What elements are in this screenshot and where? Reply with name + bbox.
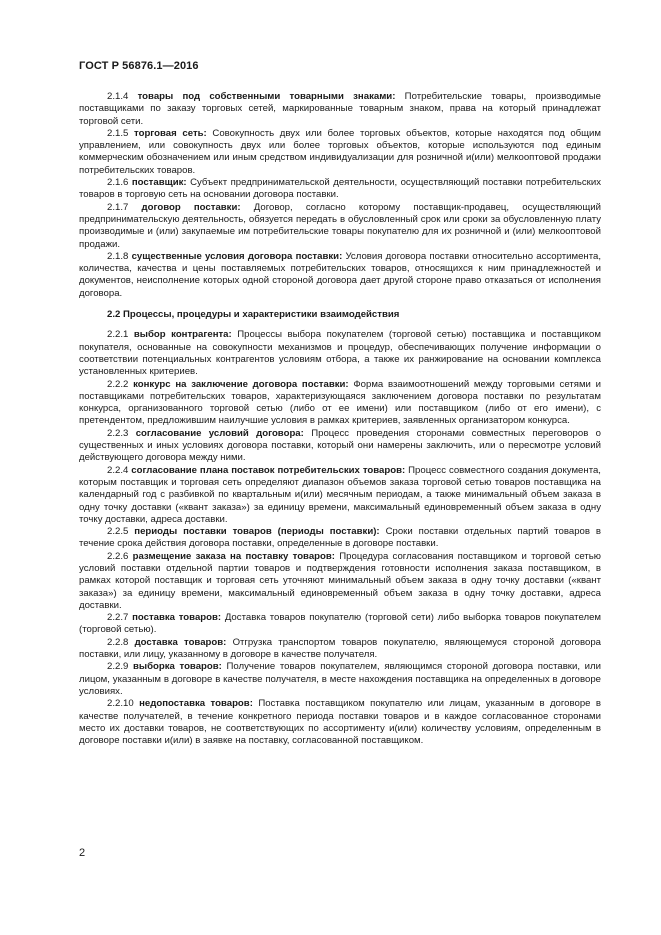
definition-number: 2.1.6 — [107, 177, 129, 189]
definition-number: 2.2.10 — [107, 698, 134, 710]
definition-paragraph — [79, 379, 601, 428]
definition-number: 2.2.9 — [107, 661, 129, 673]
document-body — [79, 91, 601, 747]
definition-paragraph — [79, 637, 601, 662]
definition-text: Субъект предпринимательской деятельности, осуществляющий поставки потребительских товаров в торговую сеть на основании договора поставки. — [79, 177, 601, 201]
definitions-section-2-2 — [79, 329, 601, 747]
definition-text: Сроки поставки отдельных партий товаров в течение срока действия договора поставки, определенные в договоре поставки. — [79, 526, 602, 550]
definition-term: поставщик: — [131, 177, 187, 189]
definition-number: 2.1.4 — [107, 91, 129, 102]
definition-paragraph — [79, 698, 601, 747]
definition-term: товары под собственными товарными знаками: — [137, 91, 396, 102]
definition-text: Отгрузка транспортом товаров покупателю, являющемуся стороной договора поставки, или лицу, указанному в договоре в качестве получателя. — [79, 636, 602, 661]
definition-term: торговая сеть: — [134, 127, 207, 139]
definition-number: 2.1.7 — [107, 201, 129, 213]
definition-paragraph — [79, 428, 601, 465]
definition-paragraph — [79, 177, 601, 202]
definition-paragraph — [79, 251, 601, 300]
definition-paragraph — [79, 551, 601, 612]
definition-term: поставка товаров: — [132, 612, 222, 624]
definition-number: 2.2.5 — [107, 526, 129, 538]
document-code-header: ГОСТ Р 56876.1—2016 — [79, 60, 199, 72]
definition-text: Процесс совместного создания документа, которым поставщик и торговая сеть определяют диапазон объемов заказа торговой сетью товаров поставщика на календарный год с разбивкой по квартальным и(или) месячным периодам, а также минимальный объем заказа в одну точку доставки («квант заказа») за единицу времени, максимальный единовременный объем заказа в одну точку доставки, адреса доставки. — [79, 464, 601, 525]
definition-number: 2.2.1 — [107, 329, 129, 341]
definition-text: Процедура согласования поставщиком и торговой сетью условий поставки отдельной партии товаров и подтверждения готовности исполнения заказа поставщиком, в рамках которой поставщик и торговая сеть уточняют минимальный объем заказа в одну точку доставки («квант заказа») за единицу времени, максимальный единовременный объем заказа в одну точку доставки, адреса доставки. — [79, 550, 601, 611]
definition-paragraph — [79, 526, 601, 551]
section-title: 2.2 Процессы, процедуры и характеристики взаимодействия — [107, 309, 400, 321]
definition-text: Совокупность двух или более торговых объектов, которые находятся под общим управлением, или совокупность двух или более торговых объектов, которые используются под единым коммерческим обозначением или иным средством индивидуализации для розничной и(или) мелкооптовой продажи потребительских товаров. — [79, 127, 602, 176]
definition-term: согласование условий договора: — [135, 427, 304, 439]
definition-term: периоды поставки товаров (периоды поставки): — [134, 526, 380, 538]
definition-paragraph — [79, 465, 601, 526]
definition-paragraph — [79, 91, 601, 128]
definition-number: 2.2.6 — [107, 550, 129, 562]
definition-number: 2.2.7 — [107, 612, 129, 624]
definition-text: Договор, согласно которому поставщик-продавец, осуществляющий предпринимательскую деятельность, обязуется передать в обусловленный срок или сроки за обусловленную плату производимые и (или) закупаемые им потребительские товары покупателю для их розничной и (или) мелкооптовой продажи. — [79, 201, 601, 250]
definition-text: Процессы выбора покупателем (торговой сетью) поставщика и поставщиком покупателя, основанные на совокупности механизмов и процедур, обеспечивающих получение информации о соответствии потенциальных контрагентов условиям отбора, а также их ранжирование на основании комплекса установленных критериев. — [79, 329, 601, 378]
definition-term: конкурс на заключение договора поставки: — [133, 378, 349, 390]
definition-number: 2.2.2 — [107, 378, 129, 390]
definition-paragraph — [79, 128, 601, 177]
definition-term: выбор контрагента: — [133, 329, 232, 341]
definition-term: размещение заказа на поставку товаров: — [132, 550, 335, 562]
definition-number: 2.2.8 — [107, 636, 129, 648]
definition-paragraph — [79, 612, 601, 637]
definition-term: доставка товаров: — [134, 636, 227, 648]
definition-term: выборка товаров: — [132, 661, 222, 673]
definition-paragraph — [79, 202, 601, 251]
definition-paragraph — [79, 661, 601, 698]
definition-number: 2.1.5 — [107, 127, 129, 139]
definition-text: Форма взаимоотношений между торговыми сетями и поставщиками потребительских товаров, характеризующаяся заключением договора поставки по результатам конкурса, организованного торговой сетью (либо от ее имени) или поставщиком (либо от его имени), с претендентом, предложившим наилучшие условия в рамках критериев, заявленных организатором конкурса. — [79, 378, 601, 427]
page-number: 2 — [79, 847, 86, 859]
definition-term: недопоставка товаров: — [139, 698, 253, 710]
definition-term: договор поставки: — [141, 201, 241, 213]
definition-term: существенные условия договора поставки: — [131, 250, 343, 262]
definition-term: согласование плана поставок потребительских товаров: — [131, 464, 406, 476]
definition-text: Доставка товаров покупателю (торговой сети) либо выборка товаров покупателем (торговой сетью). — [79, 612, 602, 636]
definition-number: 2.2.4 — [107, 464, 129, 476]
definition-text: Процесс проведения сторонами совместных переговоров о существенных и иных условиях договора поставки, который они намерены заключить, или о пересмотре условий действующего договора между ними. — [79, 427, 602, 464]
definition-text: Условия договора поставки относительно ассортимента, количества, качества и цены поставляемых потребительских товаров, относящихся к ним принадлежностей и документов, неисполнение которых одной стороной договора дает другой стороне право отказаться от исполнения договора. — [79, 250, 602, 299]
definitions-section-2-1 — [79, 91, 601, 300]
definition-text: Поставка поставщиком покупателю или лицам, указанным в договоре в качестве получателей, в течение конкретного периода поставки товаров и в каждое согласованное сторонами место их доставки товаров, не соответствующих по ассортименту и(или) количеству условиям, определенным в договоре поставки и(или) в заявке на поставку, согласованной поставщиком. — [79, 698, 602, 747]
definition-paragraph — [79, 329, 601, 378]
definition-text: Получение товаров покупателем, являющимся стороной договора поставки, или лицом, указанным в договоре в качестве получателя, в месте нахождения поставщика на определенных в договоре условиях. — [79, 661, 601, 697]
definition-number: 2.1.8 — [107, 250, 129, 262]
definition-number: 2.2.3 — [107, 427, 129, 439]
definition-text: Потребительские товары, производимые поставщиками по заказу торговых сетей, маркированные товарным знаком, права на который принадлежат торговой сети. — [79, 91, 601, 127]
